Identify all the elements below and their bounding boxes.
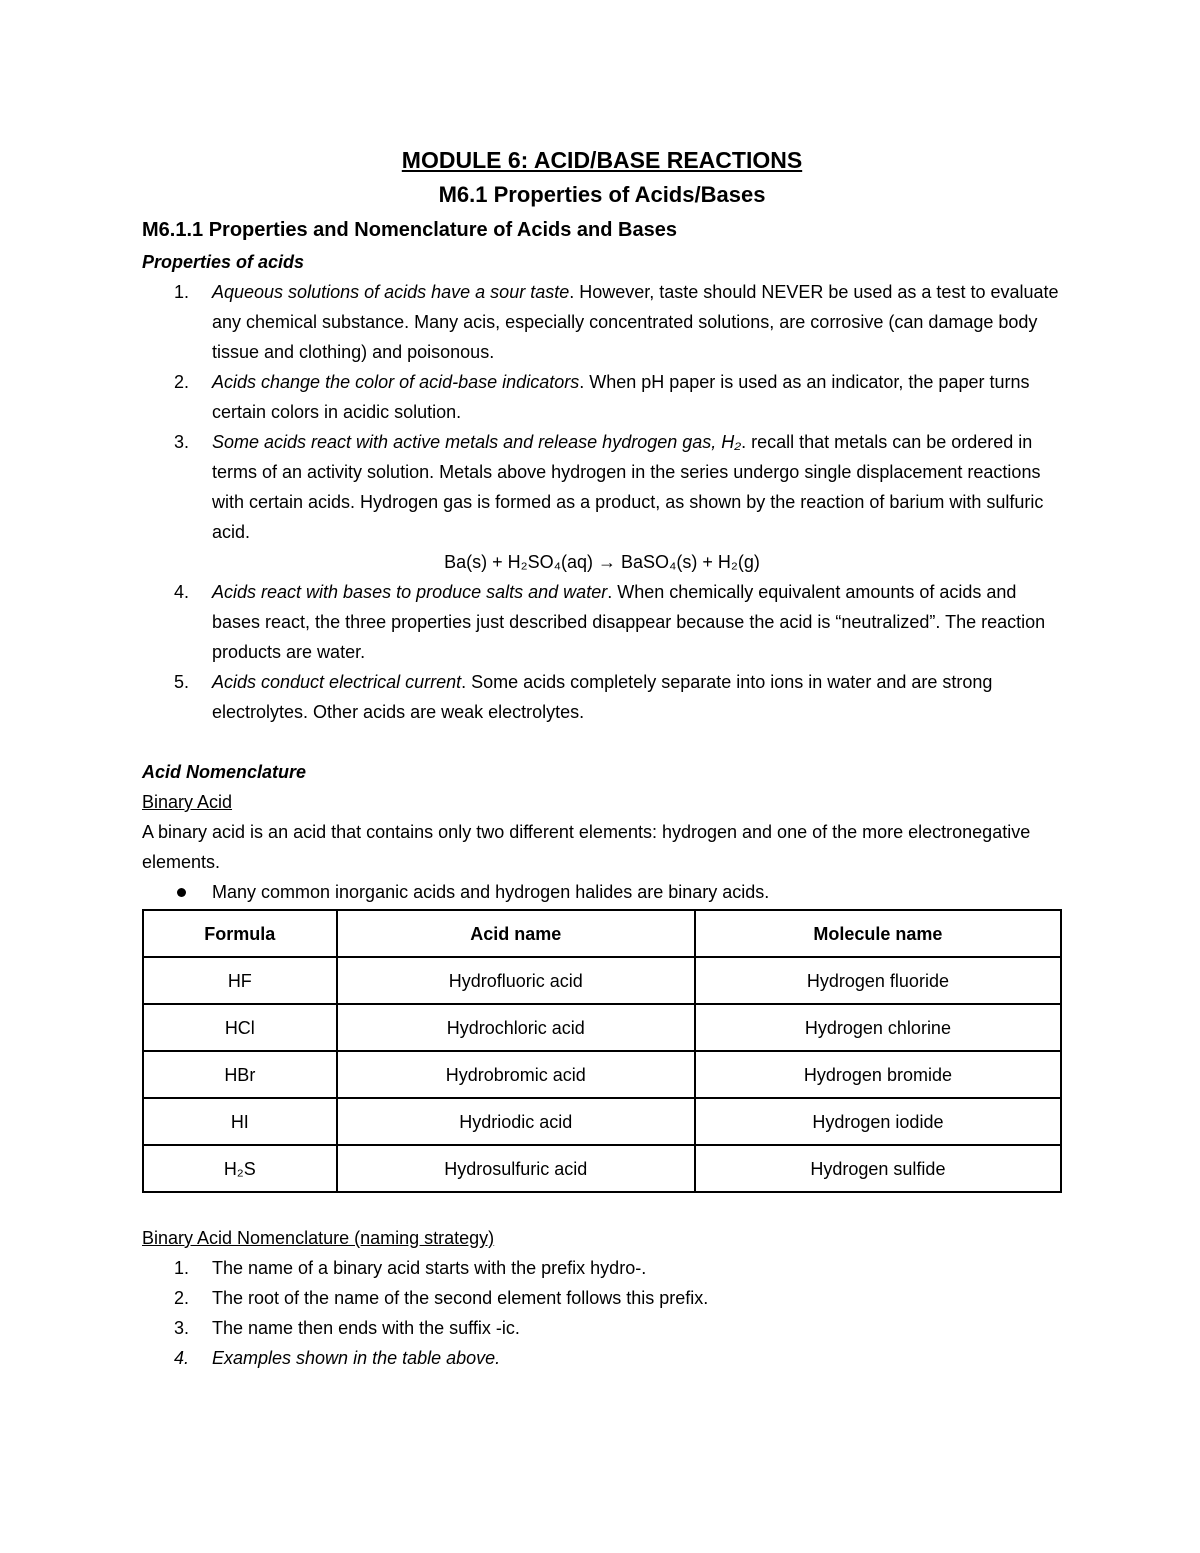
formula-cell: H₂S xyxy=(143,1145,337,1192)
document-content xyxy=(142,143,1062,1373)
table-row xyxy=(143,1051,1061,1098)
table-row xyxy=(143,1145,1061,1192)
table-row xyxy=(143,1004,1061,1051)
molecule-name-cell: Hydrogen chlorine xyxy=(695,1004,1061,1051)
step-text: The name of a binary acid starts with the prefix hydro-. xyxy=(212,1258,647,1278)
table-row xyxy=(143,1098,1061,1145)
acid-name-cell: Hydrosulfuric acid xyxy=(337,1145,695,1192)
list-item xyxy=(142,1253,1062,1283)
properties-label: Properties of acids xyxy=(142,252,305,272)
formula-cell: HBr xyxy=(143,1051,337,1098)
property-lead: Some acids react with active metals and release hydrogen gas, H₂ xyxy=(212,432,742,452)
naming-steps-list xyxy=(142,1253,1062,1373)
blank-line xyxy=(142,727,1062,757)
list-number: 2. xyxy=(174,1288,190,1308)
acid-name-cell: Hydrochloric acid xyxy=(337,1004,695,1051)
list-number: 5. xyxy=(174,672,190,692)
step-text: The name then ends with the suffix -ic. xyxy=(212,1318,520,1338)
property-lead: Aqueous solutions of acids have a sour taste xyxy=(212,282,570,302)
acid-name-cell: Hydrobromic acid xyxy=(337,1051,695,1098)
list-item xyxy=(142,277,1062,367)
list-item xyxy=(142,667,1062,727)
list-number: 4. xyxy=(174,582,190,602)
step-text: The root of the name of the second element follows this prefix. xyxy=(212,1288,709,1308)
column-header-formula: Formula xyxy=(143,910,337,957)
list-item xyxy=(142,577,1062,667)
molecule-name-cell: Hydrogen iodide xyxy=(695,1098,1061,1145)
column-header-acid-name: Acid name xyxy=(337,910,695,957)
property-text: . When pH paper is used as an indicator, the paper turns certain colors in acidic solution. xyxy=(212,372,1030,422)
property-text: . Some acids completely separate into ions in water and are strong electrolytes. Other acids are weak electrolytes. xyxy=(212,672,993,722)
bullet-item xyxy=(142,877,1062,907)
list-item xyxy=(142,1343,1062,1373)
list-number: 1. xyxy=(174,282,190,302)
subsection-title: M6.1.1 Properties and Nomenclature of Acids and Bases xyxy=(142,219,677,241)
list-number: 1. xyxy=(174,1258,190,1278)
properties-list xyxy=(142,277,1062,547)
nomenclature-label: Acid Nomenclature xyxy=(142,762,307,782)
table-row xyxy=(143,957,1061,1004)
properties-list-continued xyxy=(142,577,1062,727)
column-header-molecule-name: Molecule name xyxy=(695,910,1061,957)
table-header-row xyxy=(143,910,1061,957)
molecule-name-cell: Hydrogen bromide xyxy=(695,1051,1061,1098)
blank-line xyxy=(142,1193,1062,1223)
molecule-name-cell: Hydrogen sulfide xyxy=(695,1145,1061,1192)
formula-cell: HF xyxy=(143,957,337,1004)
section-title: M6.1 Properties of Acids/Bases xyxy=(438,182,766,207)
acid-name-cell: Hydrofluoric acid xyxy=(337,957,695,1004)
list-number: 2. xyxy=(174,372,190,392)
binary-acid-table xyxy=(142,909,1062,1193)
binary-acid-heading: Binary Acid xyxy=(142,792,233,812)
list-number: 4. xyxy=(174,1348,190,1368)
property-lead: Acids react with bases to produce salts and water xyxy=(212,582,608,602)
property-text: . When chemically equivalent amounts of acids and bases react, the three properties just described disappear because the acid is “neutralized”. The reaction products are water. xyxy=(212,582,1046,662)
list-item xyxy=(142,1283,1062,1313)
list-number: 3. xyxy=(174,432,190,452)
formula-cell: HCl xyxy=(143,1004,337,1051)
property-lead: Acids conduct electrical current xyxy=(212,672,462,692)
molecule-name-cell: Hydrogen fluoride xyxy=(695,957,1061,1004)
acid-name-cell: Hydriodic acid xyxy=(337,1098,695,1145)
list-number: 3. xyxy=(174,1318,190,1338)
reaction-equation: Ba(s) + H₂SO₄(aq) → BaSO₄(s) + H₂(g) xyxy=(444,552,760,572)
list-item xyxy=(142,1313,1062,1343)
property-text: . However, taste should NEVER be used as a test to evaluate any chemical substance. Many acis, especially concentrated solutions, are corrosive (can damage body tissue and clothing) and poisonous. xyxy=(212,282,1059,362)
binary-acid-definition: A binary acid is an acid that contains only two different elements: hydrogen and one of the more electronegative elements. xyxy=(142,822,1031,872)
formula-cell: HI xyxy=(143,1098,337,1145)
bullet-text: Many common inorganic acids and hydrogen halides are binary acids. xyxy=(212,882,770,902)
module-title: MODULE 6: ACID/BASE REACTIONS xyxy=(401,147,803,173)
property-lead: Acids change the color of acid-base indicators xyxy=(212,372,580,392)
bullet-icon xyxy=(177,888,186,897)
step-text: Examples shown in the table above. xyxy=(212,1348,501,1368)
naming-strategy-heading: Binary Acid Nomenclature (naming strategy) xyxy=(142,1228,495,1248)
list-item xyxy=(142,367,1062,427)
list-item xyxy=(142,427,1062,547)
property-text: . recall that metals can be ordered in terms of an activity solution. Metals above hydrogen in the series undergo single displacement reactions with certain acids. Hydrogen gas is formed as a product, as shown by the reaction of barium with sulfuric acid. xyxy=(212,432,1044,542)
